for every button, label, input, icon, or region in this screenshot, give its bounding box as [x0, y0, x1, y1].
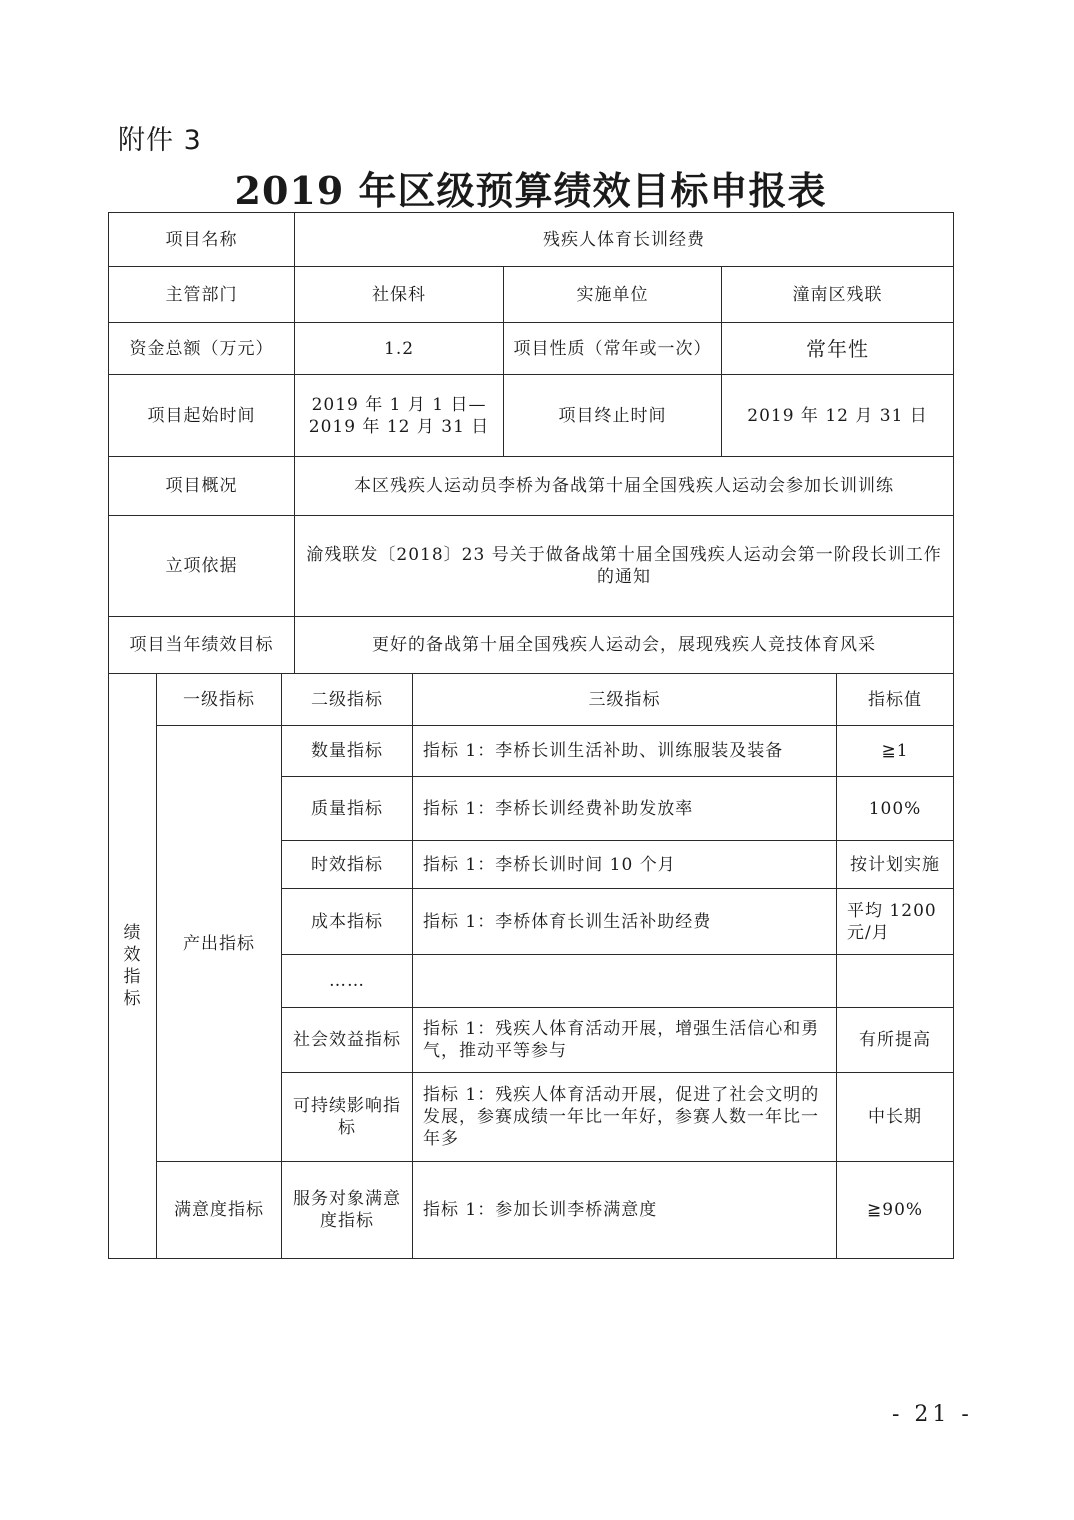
table-row	[109, 457, 954, 516]
start-value: 2019 年 1 月 1 日—2019 年 12 月 31 日	[295, 375, 504, 457]
value-cell: 有所提高	[837, 1008, 954, 1073]
overview-label: 项目概况	[109, 457, 295, 516]
output-indicators-label: 产出指标	[157, 726, 282, 1162]
level2-cell: 成本指标	[282, 889, 413, 955]
level2-cell: 质量指标	[282, 777, 413, 841]
table-row	[109, 213, 954, 267]
performance-indicators-label: 绩效指标	[109, 674, 157, 1259]
value-cell: 中长期	[837, 1073, 954, 1162]
header-value: 指标值	[837, 674, 954, 726]
value-cell: 按计划实施	[837, 841, 954, 889]
value-cell: ≧1	[837, 726, 954, 777]
value-cell: 平均 1200 元/月	[837, 889, 954, 955]
level2-cell: 数量指标	[282, 726, 413, 777]
nature-label: 项目性质（常年或一次）	[504, 323, 722, 375]
table-row	[109, 726, 954, 777]
overview-value: 本区残疾人运动员李桥为备战第十届全国残疾人运动会参加长训训练	[295, 457, 954, 516]
nature-value: 常年性	[722, 323, 954, 375]
level3-cell: 指标 1：残疾人体育活动开展，增强生活信心和勇气，推动平等参与	[413, 1008, 837, 1073]
budget-performance-table	[108, 212, 954, 1259]
header-level3: 三级指标	[413, 674, 837, 726]
goal-value: 更好的备战第十届全国残疾人运动会，展现残疾人竞技体育风采	[295, 617, 954, 674]
basis-label: 立项依据	[109, 516, 295, 617]
table-row	[109, 267, 954, 323]
level3-cell: 指标 1：李桥长训生活补助、训练服装及装备	[413, 726, 837, 777]
level3-cell: 指标 1：李桥体育长训生活补助经费	[413, 889, 837, 955]
basis-value: 渝残联发〔2018〕23 号关于做备战第十届全国残疾人运动会第一阶段长训工作的通知	[295, 516, 954, 617]
dept-value: 社保科	[295, 267, 504, 323]
satisfaction-indicators-label: 满意度指标	[157, 1162, 282, 1259]
impl-value: 潼南区残联	[722, 267, 954, 323]
level2-cell: 社会效益指标	[282, 1008, 413, 1073]
attachment-label: 附件 3	[118, 125, 202, 156]
table-row	[109, 674, 954, 726]
level3-cell: 指标 1：残疾人体育活动开展，促进了社会文明的发展，参赛成绩一年比一年好，参赛人数一年比一年多	[413, 1073, 837, 1162]
page-title: 2019 年区级预算绩效目标申报表	[234, 168, 827, 213]
end-value: 2019 年 12 月 31 日	[722, 375, 954, 457]
page-number: - 21 -	[892, 1402, 973, 1427]
value-cell: 100%	[837, 777, 954, 841]
level2-cell: 可持续影响指标	[282, 1073, 413, 1162]
header-level1: 一级指标	[157, 674, 282, 726]
goal-label: 项目当年绩效目标	[109, 617, 295, 674]
fund-value: 1.2	[295, 323, 504, 375]
impl-label: 实施单位	[504, 267, 722, 323]
start-label: 项目起始时间	[109, 375, 295, 457]
value-cell	[837, 955, 954, 1008]
level2-cell: 服务对象满意度指标	[282, 1162, 413, 1259]
value-cell: ≧90%	[837, 1162, 954, 1259]
table-row	[109, 375, 954, 457]
fund-label: 资金总额（万元）	[109, 323, 295, 375]
table-row	[109, 323, 954, 375]
project-name-value: 残疾人体育长训经费	[295, 213, 954, 267]
level3-cell: 指标 1：李桥长训时间 10 个月	[413, 841, 837, 889]
table-row	[109, 516, 954, 617]
dept-label: 主管部门	[109, 267, 295, 323]
table-row	[109, 617, 954, 674]
level3-cell: 指标 1：李桥长训经费补助发放率	[413, 777, 837, 841]
project-name-label: 项目名称	[109, 213, 295, 267]
end-label: 项目终止时间	[504, 375, 722, 457]
table-row	[109, 1162, 954, 1259]
level3-cell	[413, 955, 837, 1008]
level2-cell: ……	[282, 955, 413, 1008]
level3-cell: 指标 1：参加长训李桥满意度	[413, 1162, 837, 1259]
header-level2: 二级指标	[282, 674, 413, 726]
level2-cell: 时效指标	[282, 841, 413, 889]
